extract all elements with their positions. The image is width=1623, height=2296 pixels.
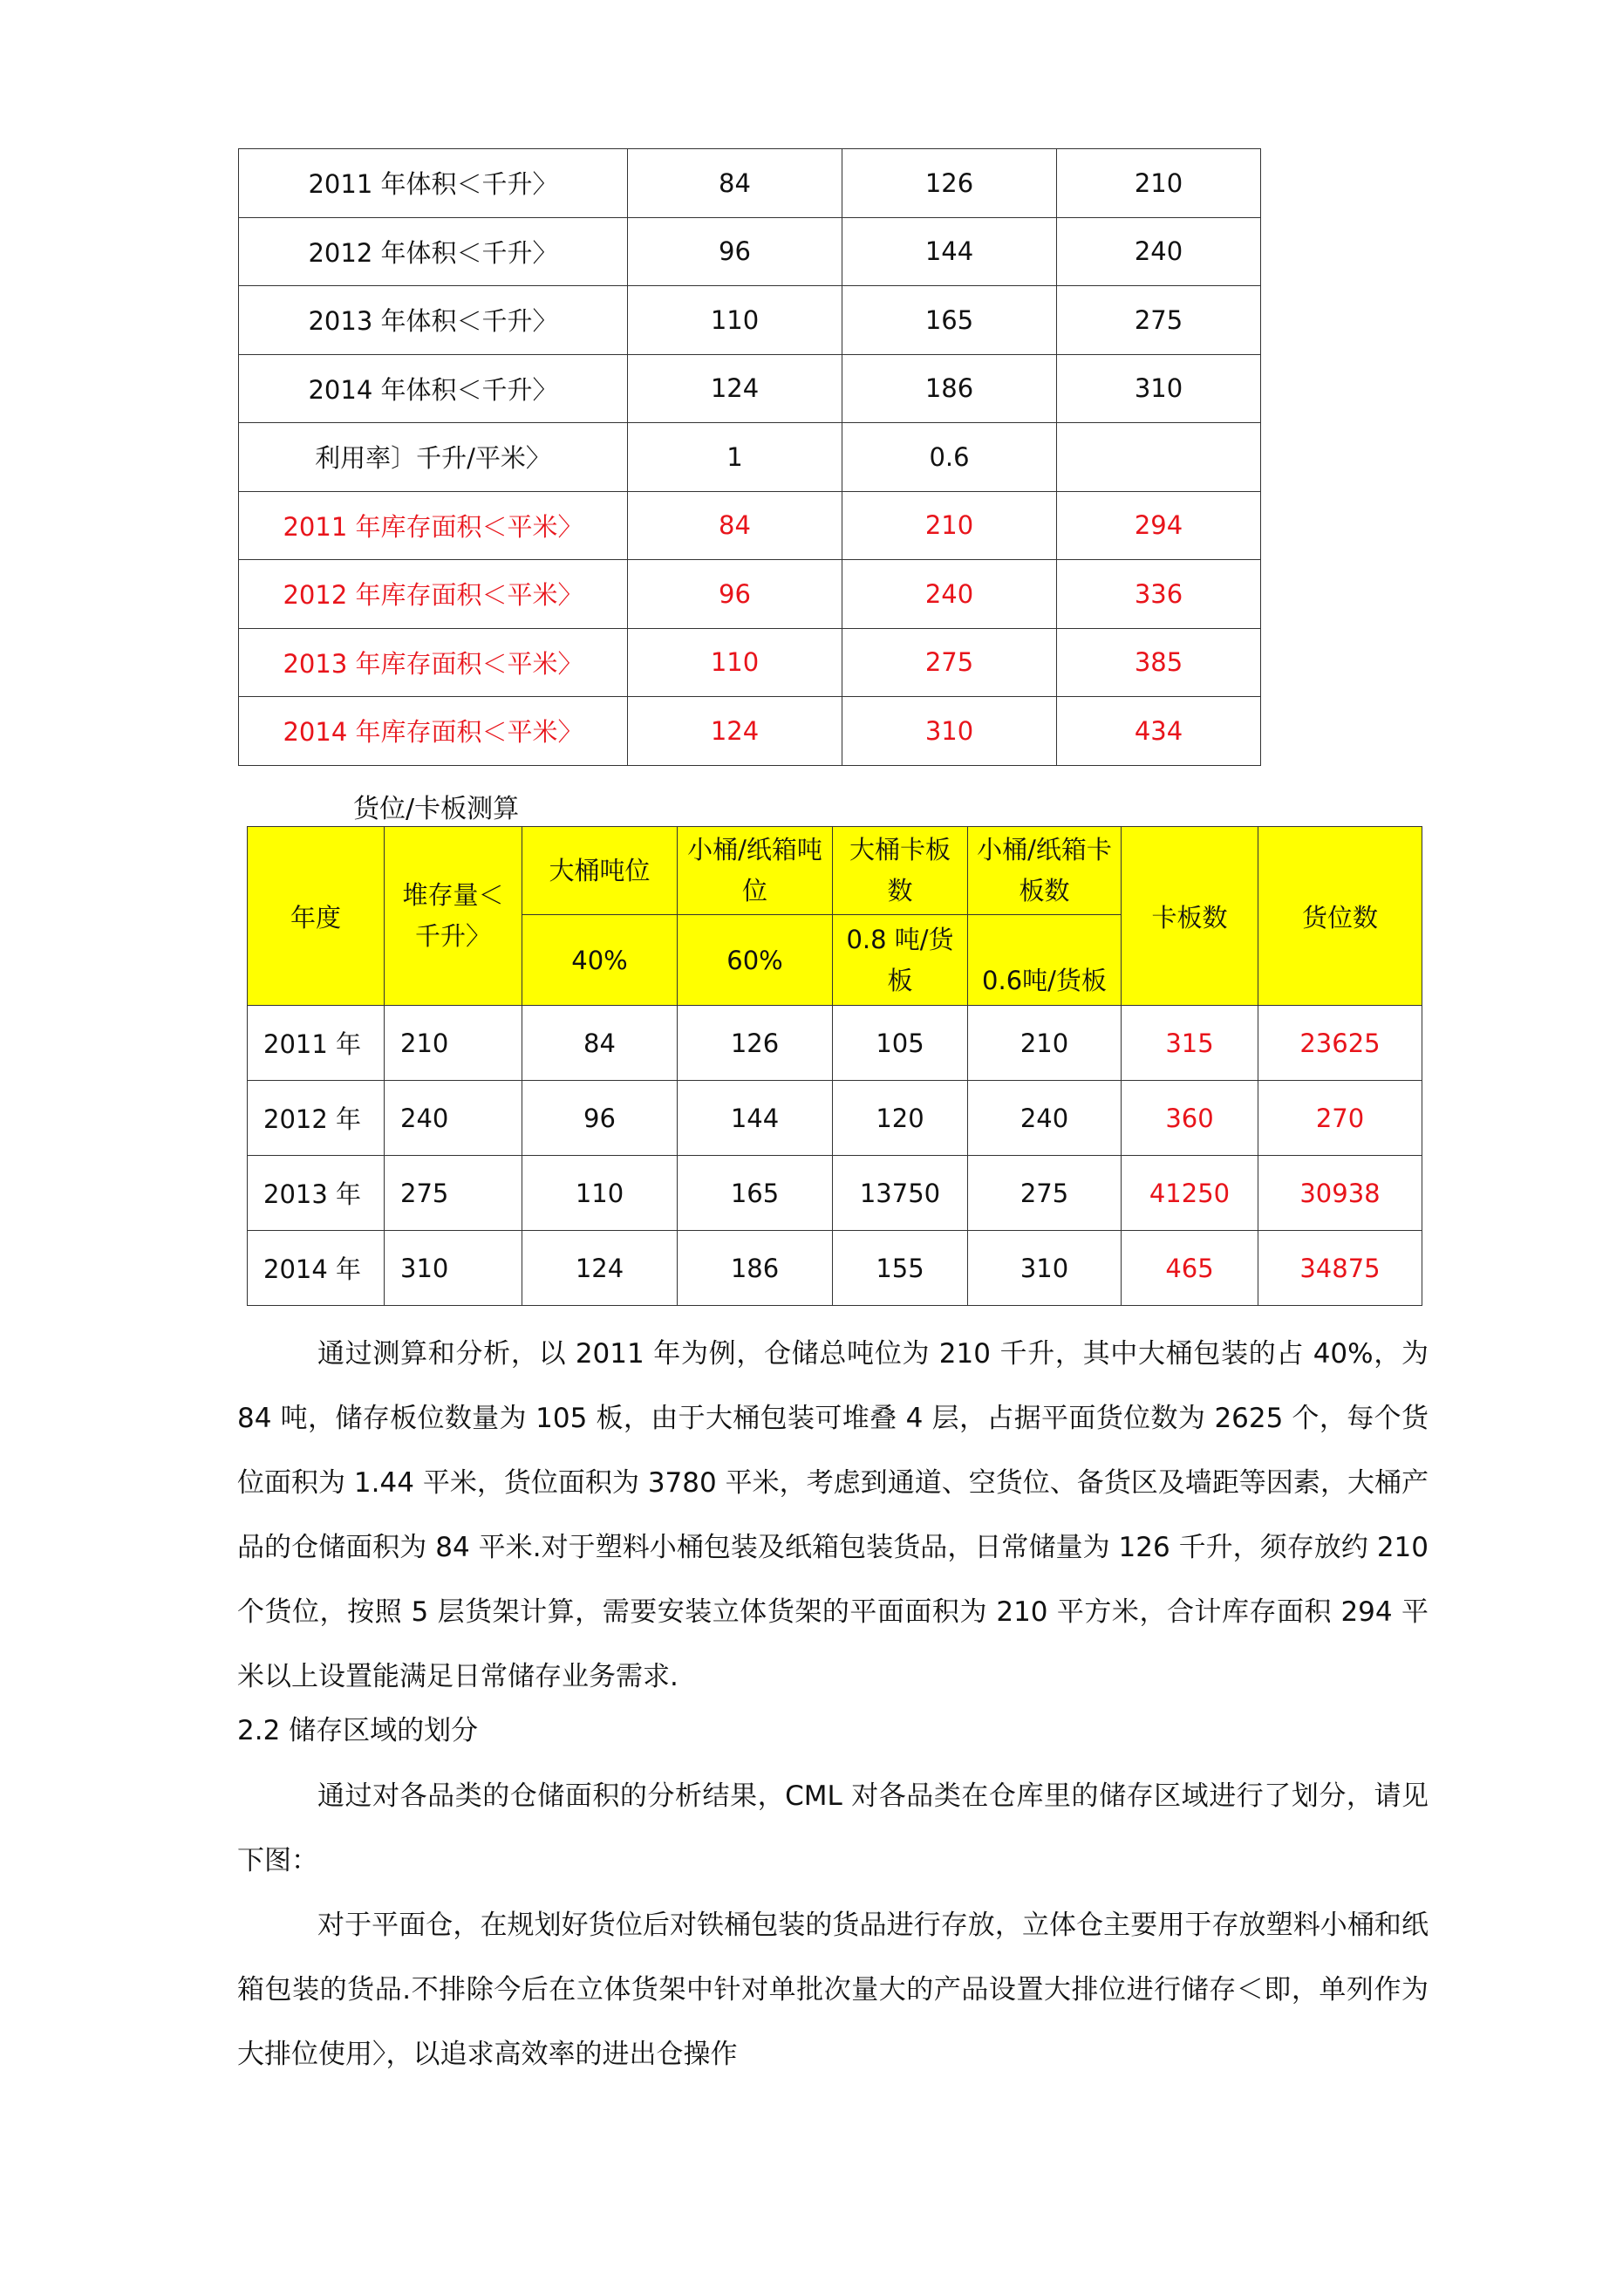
table1-row (239, 217, 1261, 286)
section-heading: 2.2 储存区域的划分 (237, 1715, 479, 1746)
table2-cell-year: 2011 年 (248, 1006, 385, 1081)
table1-cell-c2: 165 (842, 286, 1057, 355)
table1-row (239, 560, 1261, 629)
table2-row (248, 1156, 1422, 1231)
table1-cell-c1: 124 (628, 697, 842, 766)
table1-row (239, 354, 1261, 423)
table1-cell-c3: 336 (1057, 560, 1261, 629)
header-big-pct: 40% (522, 915, 678, 1006)
table1-cell-c3: 385 (1057, 628, 1261, 697)
table2-cell-slots: 270 (1258, 1081, 1422, 1156)
header-small-rate: 0.6吨/货板 (968, 915, 1122, 1006)
table2-row (248, 1006, 1422, 1081)
table1-cell-c1: 124 (628, 354, 842, 423)
table1-cell-label: 2014 年体积＜千升〉 (239, 354, 628, 423)
paragraph-division: 通过对各品类的仓储面积的分析结果，CML 对各品类在仓库里的储存区域进行了划分，请见下图： (237, 1780, 1429, 1876)
pallet-slot-table (247, 826, 1422, 1306)
table2-cell-year: 2012 年 (248, 1081, 385, 1156)
table2-cell-year: 2013 年 (248, 1156, 385, 1231)
paragraph-warehouse: 对于平面仓，在规划好货位后对铁桶包装的货品进行存放，立体仓主要用于存放塑料小桶和纸箱包装的货品.不排除今后在立体货架中针对单批次量大的产品设置大排位进行储存＜即，单列作为大排位使用〉，以追求高效率的进出仓操作 (237, 1910, 1429, 2070)
table2-cell-small: 126 (678, 1006, 833, 1081)
table1-cell-c2: 275 (842, 628, 1057, 697)
header-big-ton: 大桶吨位 (522, 827, 678, 915)
header-small-pallet: 小桶/纸箱卡 板数 (968, 827, 1122, 915)
header-stock: 堆存量＜ 千升〉 (385, 827, 522, 1006)
table1-cell-c1: 84 (628, 491, 842, 560)
header-big-pallet: 大桶卡板 数 (833, 827, 968, 915)
table1-cell-c1: 96 (628, 217, 842, 286)
table2-cell-sp: 210 (968, 1006, 1122, 1081)
table1-row (239, 149, 1261, 218)
table1-cell-c1: 96 (628, 560, 842, 629)
table1-cell-c3: 310 (1057, 354, 1261, 423)
table1-cell-c1: 110 (628, 628, 842, 697)
header-small-pct: 60% (678, 915, 833, 1006)
table2-cell-bp: 105 (833, 1006, 968, 1081)
table2-cell-stock: 240 (385, 1081, 522, 1156)
table1-cell-label: 2013 年库存面积＜平米〉 (239, 628, 628, 697)
table1-cell-c2: 126 (842, 149, 1057, 218)
table1-cell-c2: 0.6 (842, 423, 1057, 492)
table1-cell-c2: 186 (842, 354, 1057, 423)
table2-cell-pallets: 465 (1122, 1231, 1258, 1306)
table2-cell-stock: 275 (385, 1156, 522, 1231)
table1-cell-c3 (1057, 423, 1261, 492)
table2-cell-slots: 34875 (1258, 1231, 1422, 1306)
table1-cell-c3: 294 (1057, 491, 1261, 560)
table1-cell-c2: 144 (842, 217, 1057, 286)
table1-cell-c2: 310 (842, 697, 1057, 766)
table2-cell-stock: 210 (385, 1006, 522, 1081)
table1-cell-c2: 210 (842, 491, 1057, 560)
table2-cell-bp: 13750 (833, 1156, 968, 1231)
table2-cell-small: 186 (678, 1231, 833, 1306)
table-caption: 货位/卡板测算 (353, 794, 520, 824)
table1-cell-c3: 240 (1057, 217, 1261, 286)
table1-row (239, 491, 1261, 560)
table2-cell-stock: 310 (385, 1231, 522, 1306)
table1-cell-c3: 210 (1057, 149, 1261, 218)
table1-cell-c1: 84 (628, 149, 842, 218)
table2-cell-small: 144 (678, 1081, 833, 1156)
table1-row (239, 286, 1261, 355)
table1-row (239, 628, 1261, 697)
table1-cell-label: 2012 年体积＜千升〉 (239, 217, 628, 286)
table1-cell-label: 2011 年库存面积＜平米〉 (239, 491, 628, 560)
table2-row (248, 1231, 1422, 1306)
table1-cell-label: 利用率〕千升/平米〉 (239, 423, 628, 492)
table2-cell-small: 165 (678, 1156, 833, 1231)
table1-cell-c1: 1 (628, 423, 842, 492)
header-slots: 货位数 (1258, 827, 1422, 1006)
table2-cell-pallets: 41250 (1122, 1156, 1258, 1231)
table1-cell-label: 2012 年库存面积＜平米〉 (239, 560, 628, 629)
table1-cell-c2: 240 (842, 560, 1057, 629)
table2-cell-bp: 155 (833, 1231, 968, 1306)
header-big-rate: 0.8 吨/货 板 (833, 915, 968, 1006)
table1-cell-label: 2014 年库存面积＜平米〉 (239, 697, 628, 766)
table1-cell-label: 2011 年体积＜千升〉 (239, 149, 628, 218)
table1-cell-c3: 275 (1057, 286, 1261, 355)
table2-cell-sp: 310 (968, 1231, 1122, 1306)
table2-cell-big: 96 (522, 1081, 678, 1156)
header-year: 年度 (248, 827, 385, 1006)
paragraph-analysis: 通过测算和分析，以 2011 年为例，仓储总吨位为 210 千升，其中大桶包装的占 40%，为 84 吨，储存板位数量为 105 板，由于大桶包装可堆叠 4 层，占据平面货位数为 2625 个，每个货位面积为 1.44 平米，货位面积为 3780 平米，考虑到通道、空货位、备货区及墙距等因素，大桶产品的仓储面积为 84 平米.对于塑料小桶包装及纸箱包装货品，日常储量为 126 千升，须存放约 210 个货位，按照 5 层货架计算，需要安装立体货架的平面面积为 210 平方米，合计库存面积 294 平米以上设置能满足日常储存业务需求. (237, 1338, 1429, 1692)
table1-cell-c1: 110 (628, 286, 842, 355)
table2-cell-pallets: 360 (1122, 1081, 1258, 1156)
table2-cell-slots: 23625 (1258, 1006, 1422, 1081)
table2-cell-big: 124 (522, 1231, 678, 1306)
table1-cell-label: 2013 年体积＜千升〉 (239, 286, 628, 355)
table2-cell-big: 110 (522, 1156, 678, 1231)
table1-row (239, 423, 1261, 492)
table2-cell-sp: 240 (968, 1081, 1122, 1156)
table2-cell-bp: 120 (833, 1081, 968, 1156)
table2-cell-big: 84 (522, 1006, 678, 1081)
header-pallets: 卡板数 (1122, 827, 1258, 1006)
table2-cell-year: 2014 年 (248, 1231, 385, 1306)
table1-cell-c3: 434 (1057, 697, 1261, 766)
table2-cell-slots: 30938 (1258, 1156, 1422, 1231)
table2-cell-pallets: 315 (1122, 1006, 1258, 1081)
table2-cell-sp: 275 (968, 1156, 1122, 1231)
header-small-ton: 小桶/纸箱吨 位 (678, 827, 833, 915)
table1-row (239, 697, 1261, 766)
volume-area-table (238, 148, 1261, 766)
table2-row (248, 1081, 1422, 1156)
